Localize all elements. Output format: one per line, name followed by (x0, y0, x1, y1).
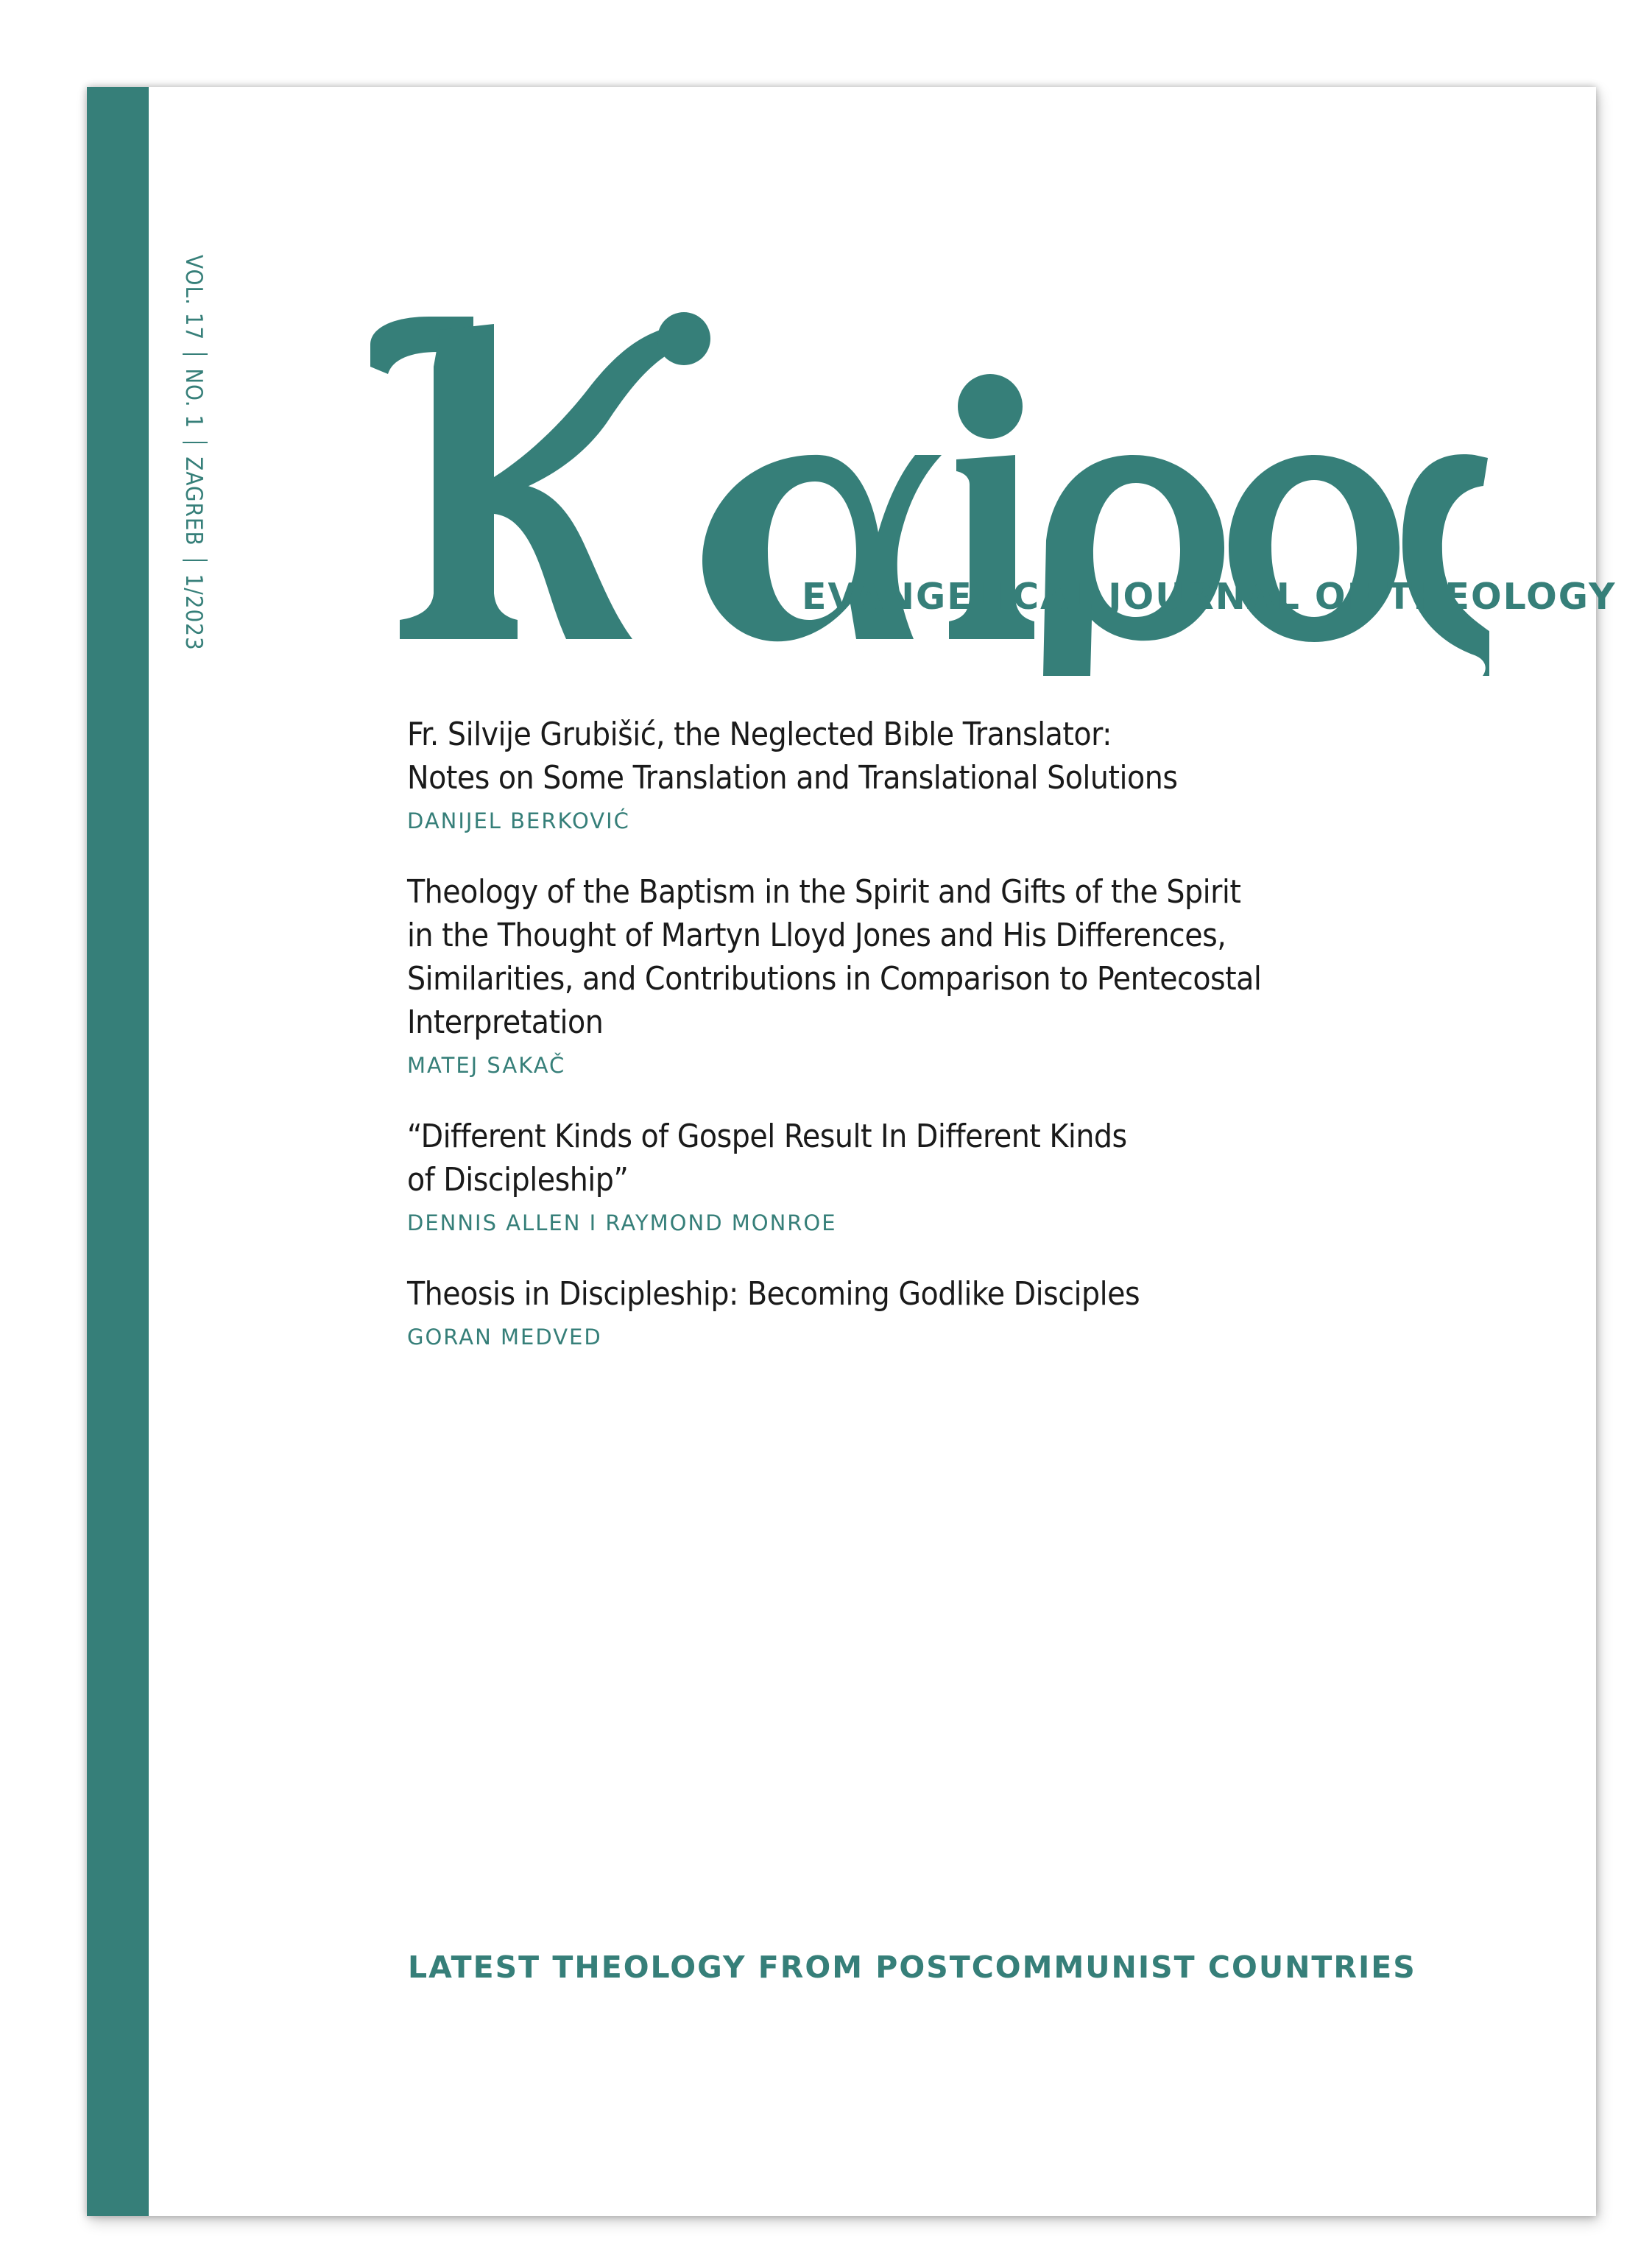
journal-cover (87, 87, 1617, 2216)
article-entry (407, 1272, 1291, 1350)
journal-subtitle: EVANGELICAL JOURNAL OF THEOLOGY (802, 576, 1617, 618)
cover-tagline: LATEST THEOLOGY FROM POSTCOMMUNIST COUNTRIES (408, 1950, 1416, 1985)
issue-city: ZAGREB (180, 456, 207, 546)
article-title: Fr. Silvije Grubišić, the Neglected Bible Translator: Notes on Some Translation and Translational Solutions (407, 716, 1178, 797)
article-entry (407, 1115, 1291, 1235)
article-author: GORAN MEDVED (407, 1324, 602, 1350)
issue-separator (183, 353, 208, 355)
issue-number: NO. 1 (180, 368, 207, 429)
issue-separator (183, 442, 208, 443)
article-title: “Different Kinds of Gospel Result In Different Kinds of Discipleship” (407, 1118, 1127, 1199)
issue-info (180, 255, 208, 651)
article-author: DANIJEL BERKOVIĆ (407, 808, 630, 833)
article-entry (407, 713, 1291, 833)
article-title: Theosis in Discipleship: Becoming Godlike Disciples (407, 1275, 1140, 1313)
issue-volume: VOL. 17 (180, 255, 207, 341)
table-of-contents (407, 713, 1291, 1386)
article-author: MATEJ SAKAČ (407, 1053, 566, 1078)
masthead (370, 131, 1617, 691)
article-author: DENNIS ALLEN I RAYMOND MONROE (407, 1210, 837, 1235)
article-entry (407, 870, 1291, 1078)
article-title: Theology of the Baptism in the Spirit and Gifts of the Spirit in the Thought of Martyn Lloyd Jones and His Differences, Similarities, and Contributions in Comparison to Pentecostal Interpretation (407, 873, 1262, 1041)
issue-separator (183, 560, 208, 561)
cover-spine-band (87, 87, 149, 2216)
issue-date: 1/2023 (180, 574, 207, 651)
